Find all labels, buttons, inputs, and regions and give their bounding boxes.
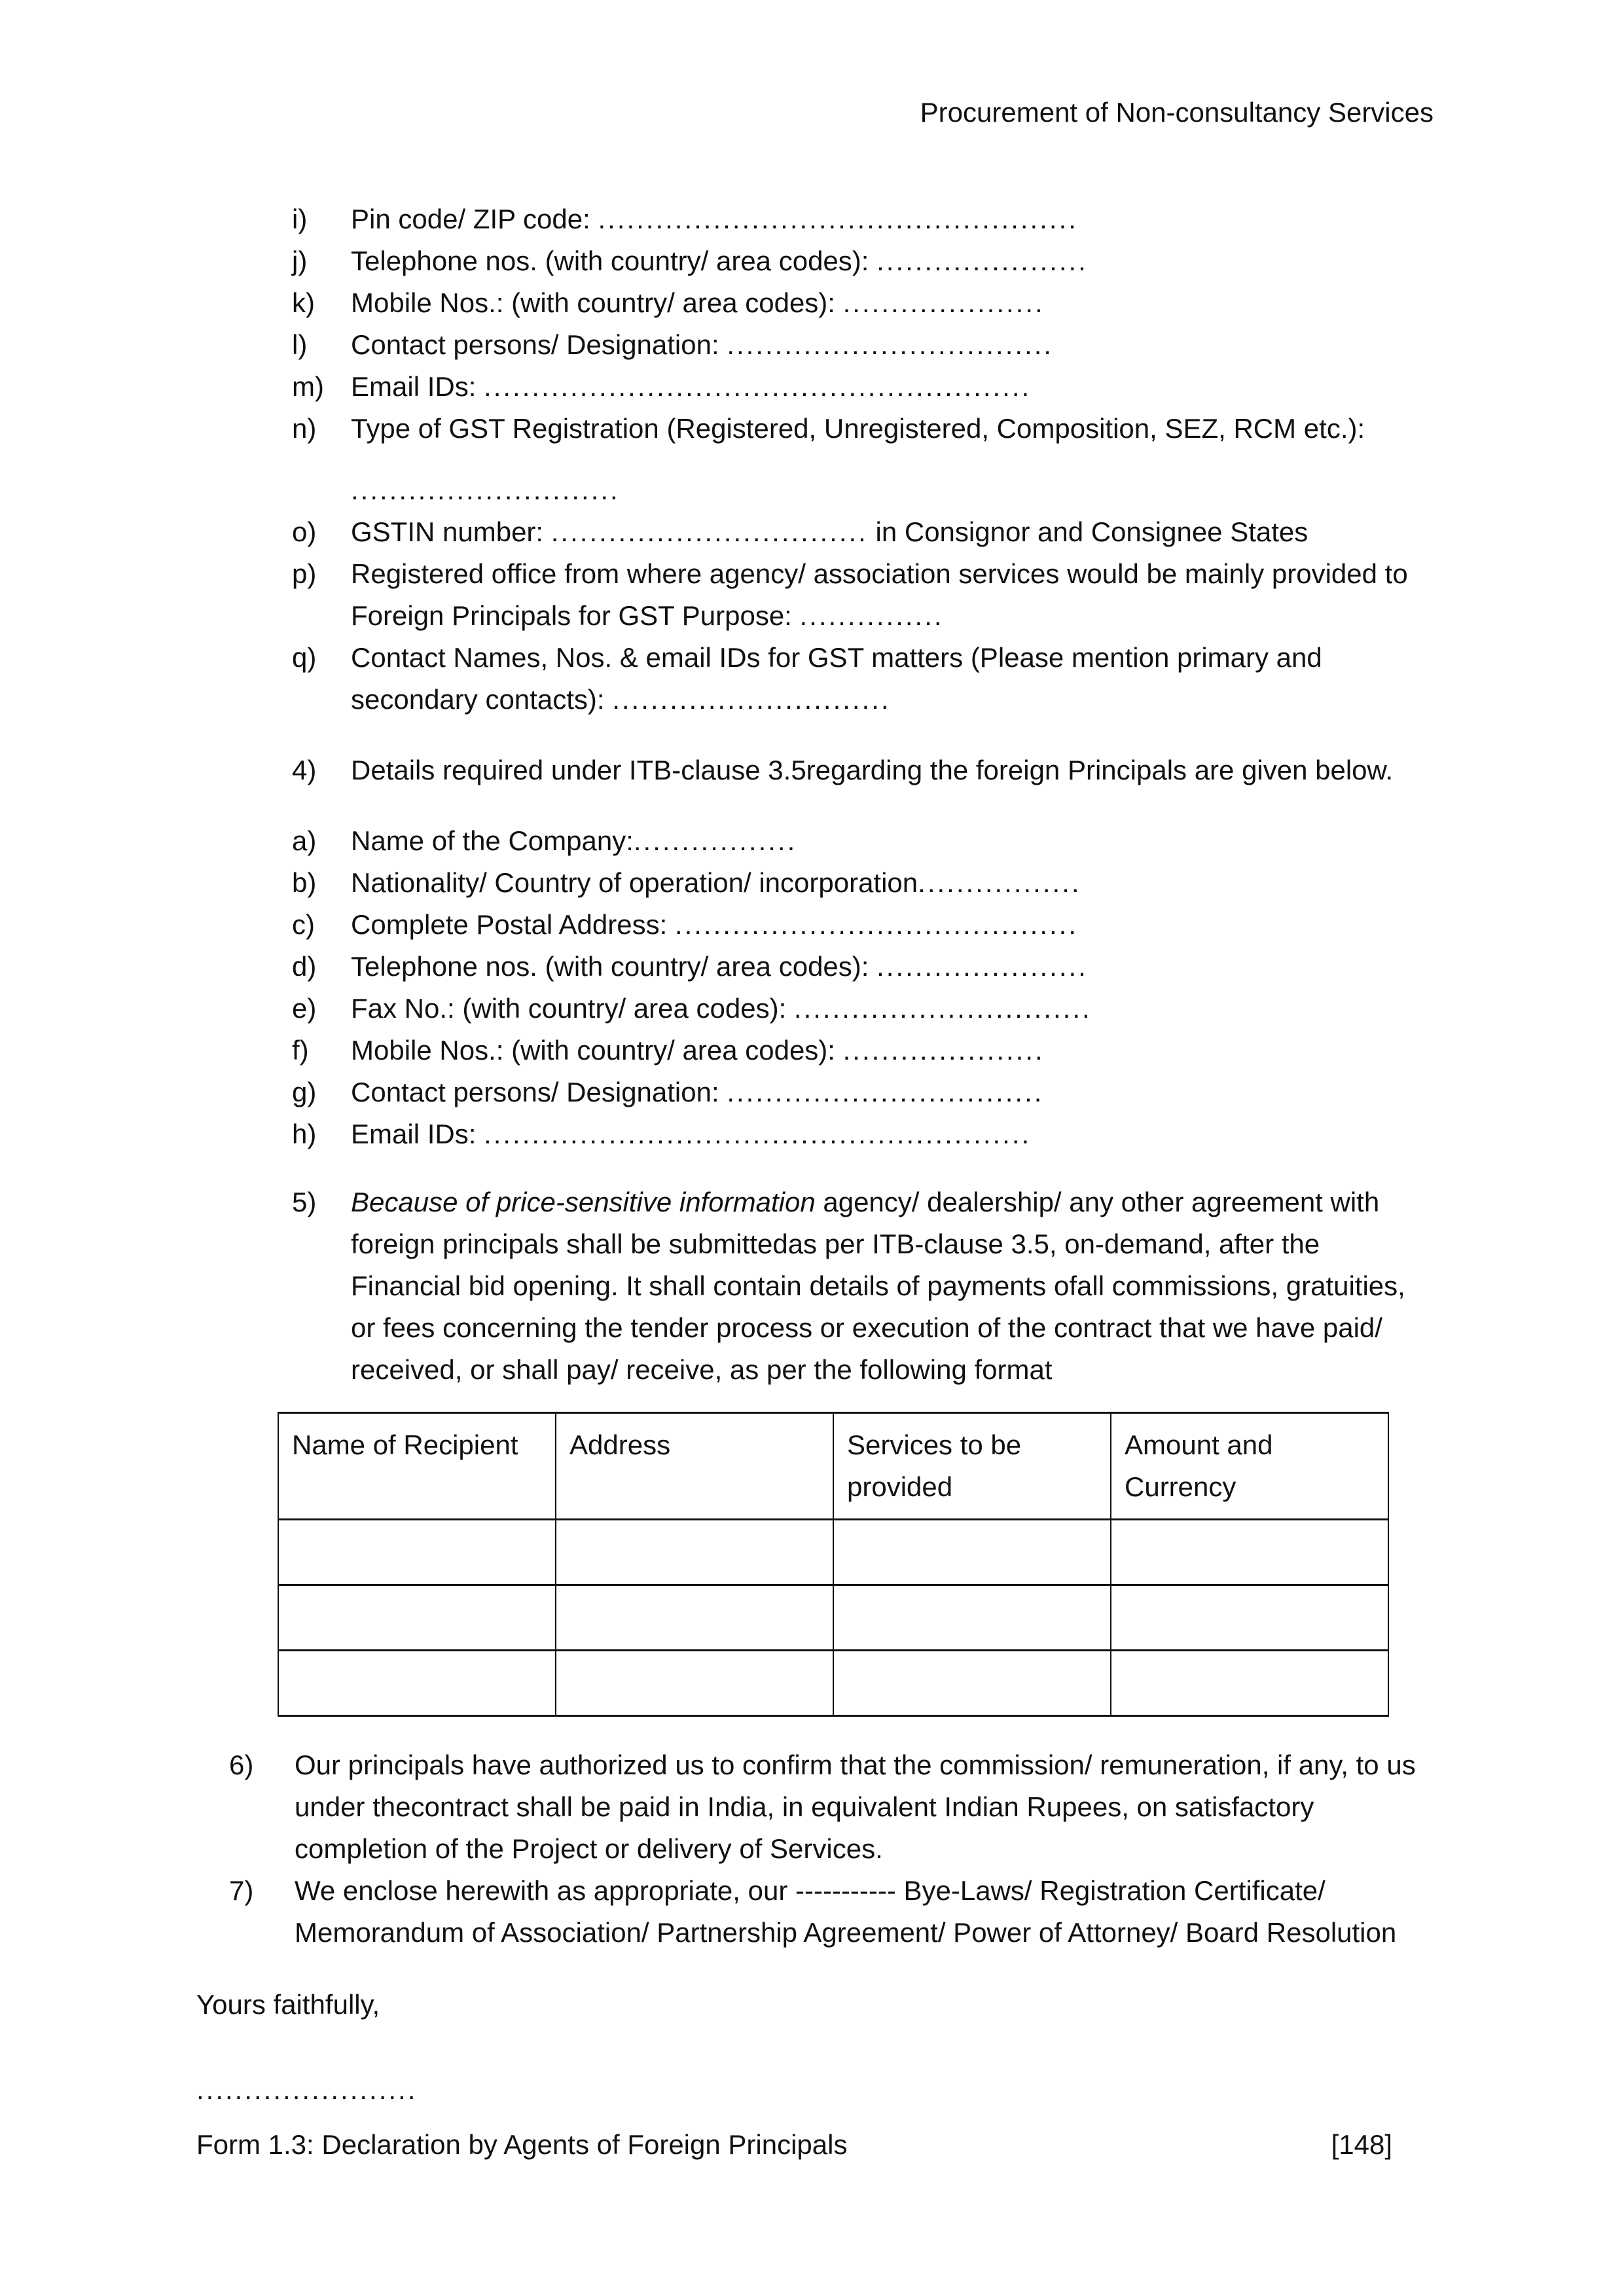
item-text-main: Fax No.: (with country/ area codes): (351, 993, 794, 1024)
dotted-blank: ................................. (550, 516, 868, 547)
dotted-blank: .......................................... (674, 909, 1079, 940)
table-header-amount: Amount and Currency (1111, 1413, 1388, 1520)
item-label: 5) (292, 1187, 317, 1217)
signature-dotted-blank: ....................... (196, 2074, 418, 2105)
dotted-blank: .................................................. (598, 204, 1078, 234)
item-text-main: Email IDs: (351, 1119, 484, 1149)
list-item-j (292, 240, 1434, 282)
item-text-main: Name of the Company: (351, 825, 634, 856)
item-text (351, 511, 1434, 553)
dotted-blank: .................................. (727, 329, 1054, 360)
table-cell (833, 1585, 1111, 1651)
item-label: b) (292, 867, 317, 898)
dotted-blank: ......................................................... (484, 1119, 1032, 1149)
item-text-main: Pin code/ ZIP code: (351, 204, 598, 234)
item-text-suffix: in Consignor and Consignee States (867, 516, 1308, 547)
item-text (351, 282, 1434, 324)
table-cell (1111, 1520, 1388, 1585)
item-label: q) (292, 642, 317, 673)
item-label: g) (292, 1077, 317, 1107)
list-item-5 (292, 1181, 1434, 1391)
commission-table (278, 1412, 1389, 1717)
item-label: h) (292, 1119, 317, 1149)
dotted-blank: ...................... (876, 951, 1088, 982)
item-label: i) (292, 204, 308, 234)
dotted-blank: ................. (633, 825, 797, 856)
item-text-main: Telephone nos. (with country/ area codes): (351, 245, 877, 276)
dotted-blank: ............... (799, 600, 944, 631)
commission-table-body (278, 1520, 1388, 1716)
item-text (351, 820, 1434, 862)
commission-table-head (278, 1413, 1388, 1520)
valediction: Yours faithfully, (196, 1989, 380, 2020)
footer-page-number: [148] (1331, 2129, 1392, 2160)
page-header (196, 92, 1434, 134)
list-item-o (292, 511, 1434, 553)
item-label: 4) (292, 755, 317, 785)
table-header-address: Address (556, 1413, 833, 1520)
item-label: o) (292, 516, 317, 547)
list-item-4 (292, 749, 1434, 791)
item-label: a) (292, 825, 317, 856)
list-item-6 (229, 1744, 1434, 1870)
item-label: 7) (229, 1875, 254, 1906)
list-item-a (292, 820, 1434, 862)
item-label: c) (292, 909, 315, 940)
dotted-blank: ..................... (842, 1035, 1045, 1066)
table-header-row (278, 1413, 1388, 1520)
item-text (351, 637, 1434, 721)
item-text (351, 1030, 1434, 1071)
item-text: Our principals have authorized us to confirm that the commission/ remuneration, if any, to us under thecontract shall be paid in India, in equivalent Indian Rupees, on satisfactory completion of the Project or delivery of Services. (295, 1749, 1416, 1864)
table-header-name-of-recipient: Name of Recipient (278, 1413, 556, 1520)
list-item-g (292, 1071, 1434, 1113)
table-cell (278, 1520, 556, 1585)
list-item-p (292, 553, 1434, 637)
item-text (351, 240, 1434, 282)
list-item-i (292, 198, 1434, 240)
item-text (351, 553, 1434, 637)
item-text (351, 988, 1434, 1030)
list-item-l (292, 324, 1434, 366)
item-label: f) (292, 1035, 309, 1066)
header-title: Procurement of Non-consultancy Services (920, 97, 1434, 128)
item-text-main: Email IDs: (351, 371, 484, 402)
item-text-main: Complete Postal Address: (351, 909, 675, 940)
table-header-services: Services to be provided (833, 1413, 1111, 1520)
item-text-main: Mobile Nos.: (with country/ area codes): (351, 1035, 843, 1066)
item-text: Type of GST Registration (Registered, Unregistered, Composition, SEZ, RCM etc.): (351, 413, 1365, 444)
item-text (351, 1071, 1434, 1113)
item-text (351, 1113, 1434, 1155)
list-item-n (292, 408, 1434, 450)
list-item-b (292, 862, 1434, 904)
list-item-n-continuation (292, 469, 1434, 511)
table-cell (833, 1651, 1111, 1716)
table-cell (278, 1585, 556, 1651)
dotted-blank: ................. (918, 867, 1081, 898)
list-item-d (292, 946, 1434, 988)
dotted-blank: ...................... (876, 245, 1088, 276)
item-text-main: Telephone nos. (with country/ area codes): (351, 951, 877, 982)
item-label: d) (292, 951, 317, 982)
item-text (351, 946, 1434, 988)
table-row (278, 1520, 1388, 1585)
item-text-main: Contact persons/ Designation: (351, 1077, 727, 1107)
item-text-italic-lead: Because of price-sensitive information (351, 1187, 816, 1217)
item-label: 6) (229, 1749, 254, 1780)
page-footer (196, 2124, 1392, 2166)
table-cell (833, 1520, 1111, 1585)
item-label: k) (292, 287, 315, 318)
item-text (351, 1181, 1434, 1391)
item-label: p) (292, 558, 317, 589)
list-item-k (292, 282, 1434, 324)
table-cell (556, 1585, 833, 1651)
item-text-main: Mobile Nos.: (with country/ area codes): (351, 287, 843, 318)
item-text (351, 904, 1434, 946)
list-item-c (292, 904, 1434, 946)
table-cell (1111, 1651, 1388, 1716)
dotted-blank: ............................. (612, 684, 891, 715)
item-text-main: Contact Names, Nos. & email IDs for GST matters (Please mention primary and secondary contacts): (351, 642, 1322, 715)
item-text-main: GSTIN number: (351, 516, 551, 547)
table-cell (556, 1651, 833, 1716)
signature-line (196, 2069, 1434, 2111)
dotted-blank: ......................................................... (484, 371, 1032, 402)
item-text-main: Nationality/ Country of operation/ incorporation (351, 867, 918, 898)
list-item-f (292, 1030, 1434, 1071)
item-text (351, 366, 1434, 408)
list-item-7 (229, 1870, 1434, 1954)
item-label: m) (292, 371, 324, 402)
item-text (351, 324, 1434, 366)
table-cell (556, 1520, 833, 1585)
footer-form-title: Form 1.3: Declaration by Agents of Foreign Principals (196, 2129, 848, 2160)
dotted-blank: ................................. (727, 1077, 1044, 1107)
table-row (278, 1585, 1388, 1651)
item-text (351, 198, 1434, 240)
item-label: j) (292, 245, 308, 276)
item-label: e) (292, 993, 317, 1024)
dotted-blank: ............................ (351, 475, 620, 505)
table-cell (278, 1651, 556, 1716)
item-text-main: Registered office from where agency/ association services would be mainly provided to Foreign Principals for GST Purpose: (351, 558, 1408, 631)
dotted-blank: ..................... (842, 287, 1045, 318)
gst-details-list (196, 198, 1434, 721)
table-row (278, 1651, 1388, 1716)
list-item-m (292, 366, 1434, 408)
item-text (351, 469, 1434, 511)
list-item-h (292, 1113, 1434, 1155)
item-label: n) (292, 413, 317, 444)
item-text-main: Contact persons/ Designation: (351, 329, 727, 360)
dotted-blank: ............................... (793, 993, 1092, 1024)
item-text (351, 862, 1434, 904)
item-text-main: agency/ dealership/ any other agreement with foreign principals shall be submittedas per ITB-clause 3.5, on-demand, after the Financial bid opening. It shall contain details of payments ofall commissions, gratuities, or fees concerning the tender process or execution of the contract that we have paid/ received, or shall pay/ receive, as per the following format (351, 1187, 1405, 1385)
list-item-q (292, 637, 1434, 721)
item-label: l) (292, 329, 308, 360)
item-text: Details required under ITB-clause 3.5regarding the foreign Principals are given below. (351, 755, 1394, 785)
foreign-principal-details-list (196, 820, 1434, 1155)
item-text: We enclose herewith as appropriate, our ----------- Bye-Laws/ Registration Certificate/ Memorandum of Association/ Partnership Agreement/ Power of Attorney/ Board Resolution (295, 1875, 1397, 1948)
list-item-e (292, 988, 1434, 1030)
table-cell (1111, 1585, 1388, 1651)
